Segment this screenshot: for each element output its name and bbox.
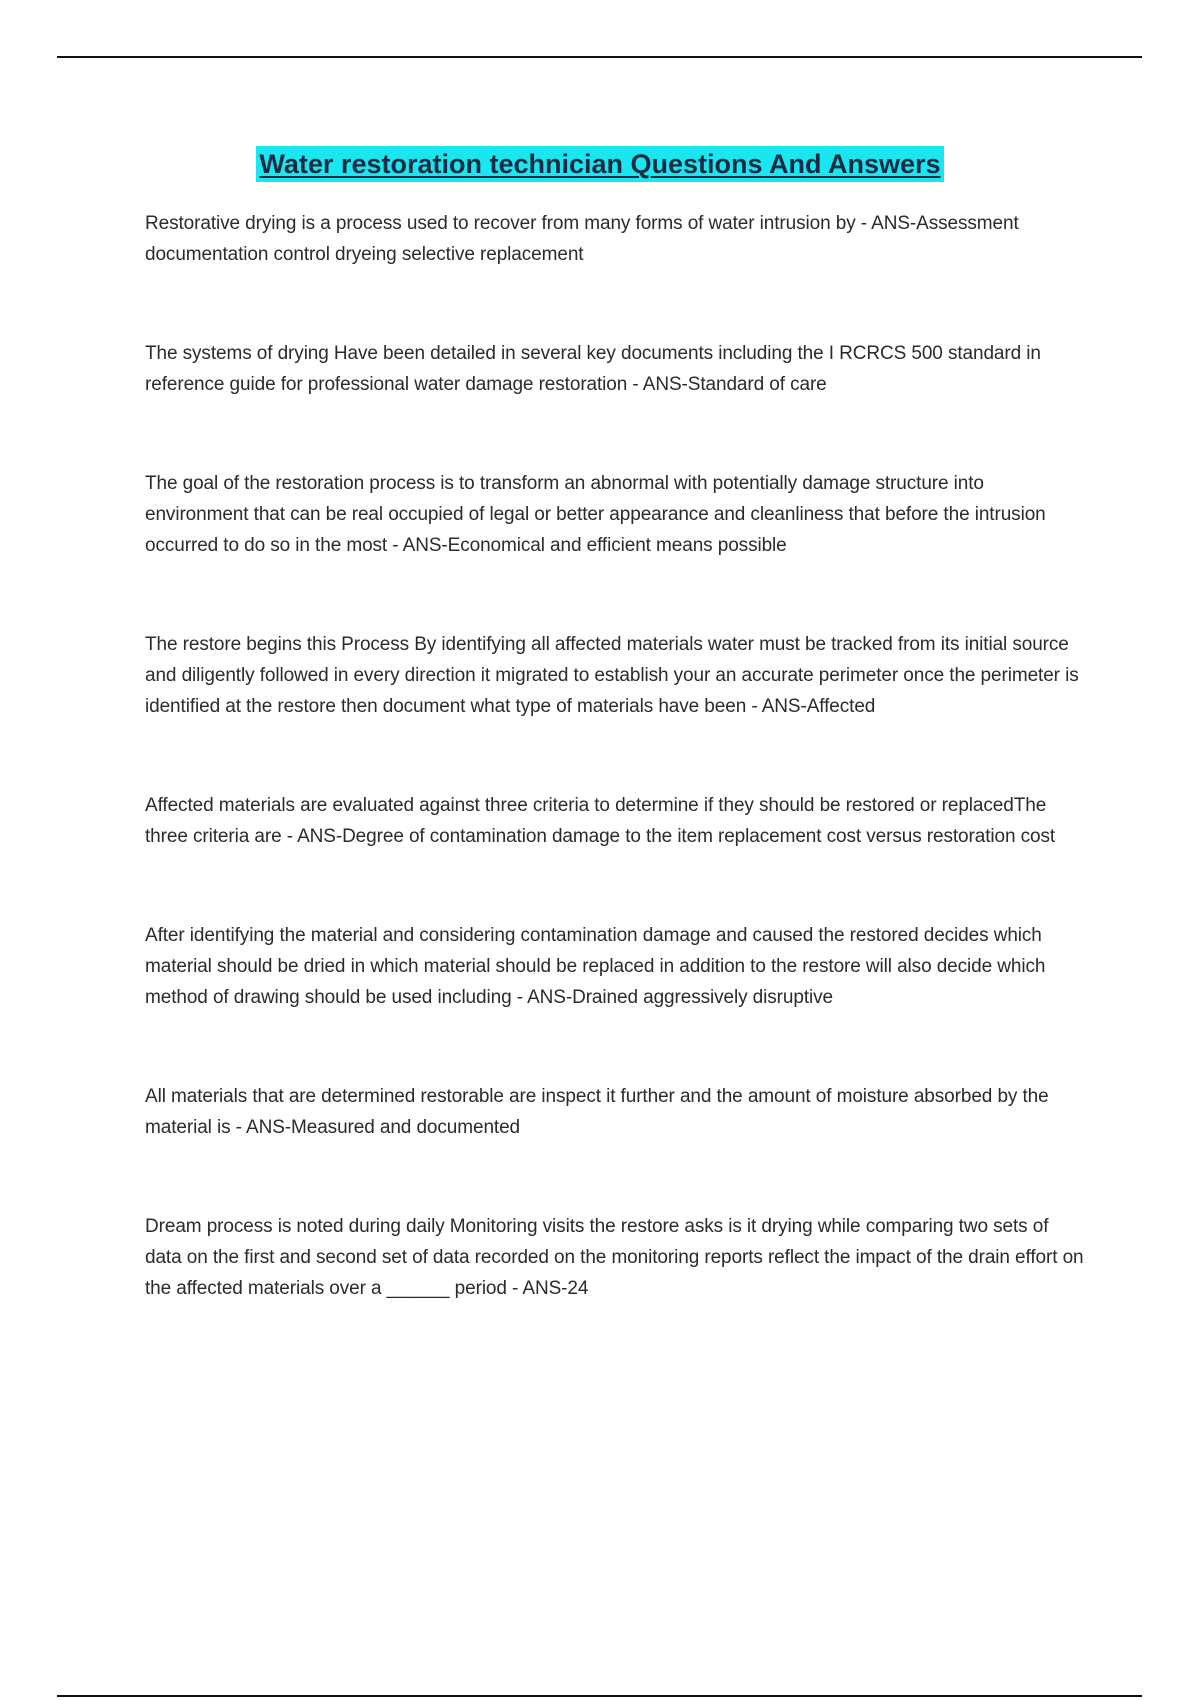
qa-item: The goal of the restoration process is to transform an abnormal with potentially damage structure into environment that can be real occupied of legal or better appearance and cleanliness that before the intrusion occurred to do so in the most - ANS-Economical and efficient means possible [145,473,1046,556]
qa-item: Restorative drying is a process used to recover from many forms of water intrusion by - ANS-Assessment documentation control dryeing selective replacement [145,213,1019,265]
title-container [0,146,1200,182]
qa-list [145,208,1090,1372]
page-title: Water restoration technician Questions And Answers [256,146,943,182]
qa-item: Affected materials are evaluated against three criteria to determine if they should be restored or replacedThe three criteria are - ANS-Degree of contamination damage to the item replacement cost versus restoration cost [145,795,1056,847]
qa-item: The restore begins this Process By identifying all affected materials water must be tracked from its initial source and diligently followed in every direction it migrated to establish your an accurate perimeter once the perimeter is identified at the restore then document what type of materials have been - ANS-Affected [145,634,1079,717]
qa-item: Dream process is noted during daily Monitoring visits the restore asks is it drying while comparing two sets of data on the first and second set of data recorded on the monitoring reports reflect the impact of the drain effort on the affected materials over a ______ period - ANS-24 [145,1216,1084,1299]
qa-item: After identifying the material and considering contamination damage and caused the restored decides which material should be dried in which material should be replaced in addition to the restore will also decide which method of drawing should be used including - ANS-Drained aggressively disruptive [145,925,1046,1008]
header-rule [57,56,1142,58]
footer-rule [57,1695,1142,1697]
qa-item: The systems of drying Have been detailed in several key documents including the I RCRCS 500 standard in reference guide for professional water damage restoration - ANS-Standard of care [145,343,1041,395]
qa-item: All materials that are determined restorable are inspect it further and the amount of moisture absorbed by the material is - ANS-Measured and documented [145,1086,1049,1138]
